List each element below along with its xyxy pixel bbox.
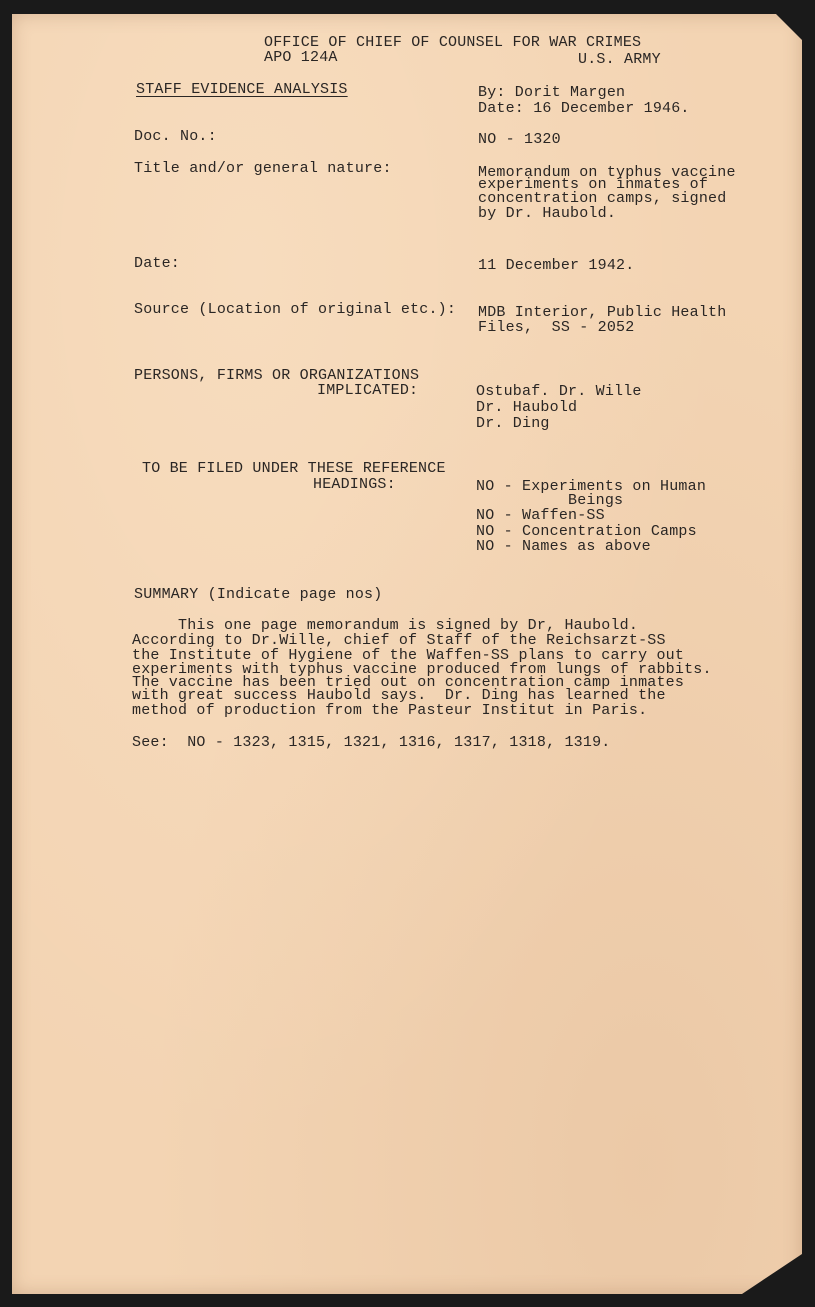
filed-label: TO BE FILED UNDER THESE REFERENCE [142, 460, 446, 477]
reference-heading: NO - Names as above [476, 538, 651, 555]
source-label: Source (Location of original etc.): [134, 301, 457, 318]
reference-heading: Beings [476, 492, 624, 509]
source-line: Files, SS - 2052 [478, 319, 635, 336]
person-name: Dr. Haubold [476, 399, 578, 416]
summary-line: This one page memorandum is signed by Dr, Haubold. [132, 617, 639, 634]
title-line: Memorandum on typhus vaccine [478, 164, 736, 181]
title-line: by Dr. Haubold. [478, 205, 617, 222]
title-label: Title and/or general nature: [134, 160, 392, 177]
analysis-date: Date: 16 December 1946. [478, 100, 690, 117]
office-header: OFFICE OF CHIEF OF COUNSEL FOR WAR CRIMES [264, 34, 642, 51]
persons-label: IMPLICATED: [317, 382, 419, 399]
persons-label: PERSONS, FIRMS OR ORGANIZATIONS [134, 367, 420, 384]
summary-label: SUMMARY (Indicate page nos) [134, 586, 383, 603]
torn-corner-bottom [742, 1254, 802, 1294]
summary-line: method of production from the Pasteur Institut in Paris. [132, 702, 648, 719]
analyst-by: By: Dorit Margen [478, 84, 626, 101]
person-name: Ostubaf. Dr. Wille [476, 383, 642, 400]
summary-line: with great success Haubold says. Dr. Ding has learned the [132, 687, 666, 704]
reference-heading: NO - Experiments on Human [476, 478, 707, 495]
date-value: 11 December 1942. [478, 257, 635, 274]
person-name: Dr. Ding [476, 415, 550, 432]
doc-no-value: NO - 1320 [478, 131, 561, 148]
doc-no-label: Doc. No.: [134, 128, 217, 145]
title-line: experiments on inmates of [478, 176, 709, 193]
torn-corner [776, 14, 802, 40]
summary-line: experiments with typhus vaccine produced from lungs of rabbits. [132, 661, 712, 678]
army-label: U.S. ARMY [578, 51, 661, 68]
title-line: concentration camps, signed [478, 190, 727, 207]
apo-number: APO 124A [264, 49, 338, 66]
date-label: Date: [134, 255, 181, 272]
document-page [12, 14, 802, 1294]
reference-heading: NO - Waffen-SS [476, 507, 605, 524]
summary-line: the Institute of Hygiene of the Waffen-SS plans to carry out [132, 647, 685, 664]
analysis-heading: STAFF EVIDENCE ANALYSIS [136, 81, 348, 98]
summary-line: According to Dr.Wille, chief of Staff of the Reichsarzt-SS [132, 632, 666, 649]
filed-label: HEADINGS: [313, 476, 396, 493]
summary-line: The vaccine has been tried out on concentration camp inmates [132, 674, 685, 691]
reference-heading: NO - Concentration Camps [476, 523, 697, 540]
see-references: See: NO - 1323, 1315, 1321, 1316, 1317, 1318, 1319. [132, 734, 611, 751]
source-line: MDB Interior, Public Health [478, 304, 727, 321]
